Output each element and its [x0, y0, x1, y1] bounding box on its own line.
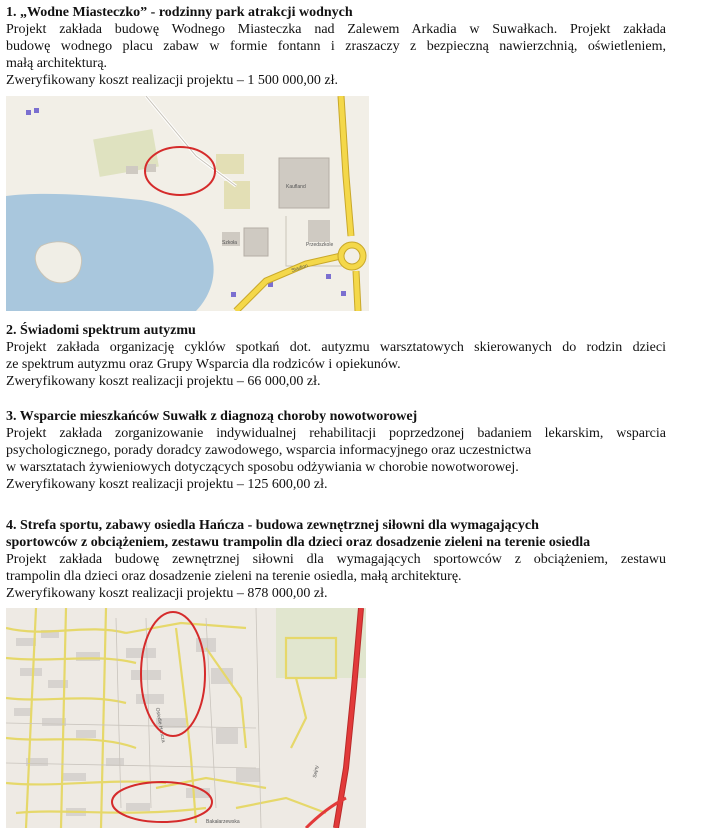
map-1-poi: [341, 291, 346, 296]
project-1-desc-line-1: Projekt zakłada budowę Wodnego Miasteczka nad Zalewem Arkadia w Suwałkach. Projekt zakłada: [6, 22, 666, 37]
map-2-label-sejny: Sejny: [312, 764, 321, 779]
project-2-title: 2. Świadomi spektrum autyzmu: [6, 323, 196, 338]
map-1-building: [244, 228, 268, 256]
map-1: [6, 96, 369, 311]
map-2-label-bakalarzewska: Bakałarzewska: [206, 819, 240, 825]
map-1-poi: [34, 108, 39, 113]
project-3-desc-line-2: psychologicznego, porady doradcy zawodowego, wsparcia informacyjnego oraz uczestnictwa: [6, 443, 532, 458]
project-2-cost: Zweryfikowany koszt realizacji projektu – 66 000,00 zł.: [6, 374, 321, 389]
project-1-desc-line-3: małą architekturą.: [6, 56, 108, 71]
project-1-title: 1. „Wodne Miasteczko” - rodzinny park atrakcji wodnych: [6, 5, 353, 20]
map-2-green-area: [276, 608, 366, 678]
map-1-label-kaufland: Kaufland: [286, 184, 306, 190]
project-4-desc-line-2: trampolin dla dzieci oraz dosadzenie zieleni na terenie osiedla, małą architekturę.: [6, 569, 462, 584]
project-4: [6, 517, 666, 602]
map-1-building: [146, 164, 156, 172]
map-1-poi: [326, 274, 331, 279]
map-2-svg: [6, 608, 366, 828]
map-1-poi: [26, 110, 31, 115]
project-4-cost: Zweryfikowany koszt realizacji projektu – 878 000,00 zł.: [6, 586, 328, 601]
map-1-label-przedszkole: Przedszkole: [306, 242, 334, 248]
project-2-desc-line-2: ze spektrum autyzmu oraz Grupy Wsparcia dla rodziców i opiekunów.: [6, 357, 401, 372]
map-2: [6, 608, 366, 828]
project-4-desc-line-1: Projekt zakłada budowę zewnętrznej siłowni dla wymagających sportowców z obciążeniem, zestawu: [6, 552, 666, 567]
project-4-title-line-1: 4. Strefa sportu, zabawy osiedla Hańcza - budowa zewnętrznej siłowni dla wymagających: [6, 518, 539, 533]
map-1-building: [308, 220, 330, 242]
map-1-label-stadion: Stadion: [290, 262, 309, 274]
map-1-svg: [6, 96, 369, 311]
project-3-desc-line-3: w warsztatach żywieniowych dotyczących sposobu odżywiania w chorobie nowotworowej.: [6, 460, 519, 475]
project-3-desc-line-1: Projekt zakłada zorganizowanie indywidualnej rehabilitacji poprzedzonej badaniem lekarskim, wsparcia: [6, 426, 666, 441]
project-2: [6, 322, 666, 390]
map-2-label-hancza: Osiedle Hańcza: [154, 707, 167, 744]
project-3-cost: Zweryfikowany koszt realizacji projektu – 125 600,00 zł.: [6, 477, 328, 492]
map-1-label-szkola: Szkoła: [222, 240, 238, 246]
project-2-desc-line-1: Projekt zakłada organizację cyklów spotkań dot. autyzmu warsztatowych skierowanych do rodzin dzieci: [6, 340, 666, 355]
project-3-title: 3. Wsparcie mieszkańców Suwałk z diagnozą choroby nowotworowej: [6, 409, 418, 424]
project-1: [6, 4, 666, 89]
project-4-title-line-2: sportowców z obciążeniem, zestawu trampolin dla dzieci oraz dosadzenie zieleni na terenie osiedla: [6, 535, 591, 550]
map-1-poi: [231, 292, 236, 297]
map-1-building: [279, 158, 329, 208]
map-1-building: [126, 166, 138, 174]
map-1-green-area: [224, 181, 250, 209]
map-1-green-area: [216, 154, 244, 174]
project-3: [6, 408, 666, 493]
project-1-cost: Zweryfikowany koszt realizacji projektu – 1 500 000,00 zł.: [6, 73, 339, 88]
map-1-road: [356, 271, 358, 311]
project-1-desc-line-2: budowę wodnego placu zabaw w formie fontann i zraszaczy z bezpieczną nawierzchnią, oświetleniem,: [6, 39, 666, 54]
